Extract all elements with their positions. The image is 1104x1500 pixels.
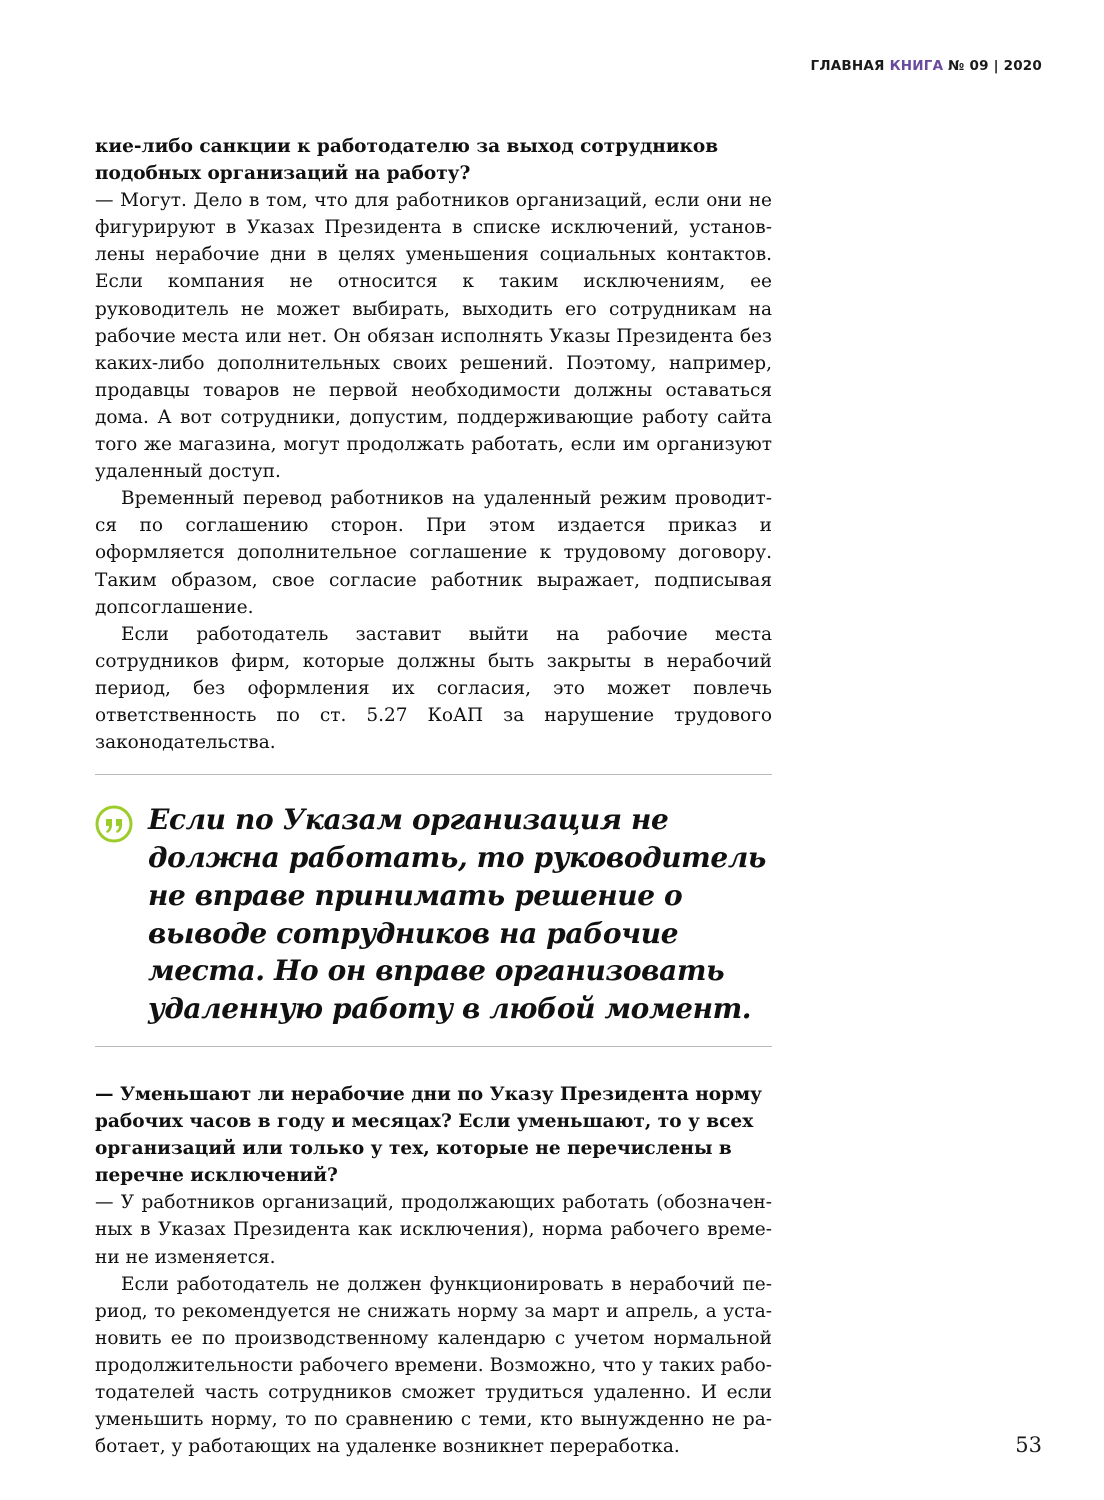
page-number: 53 — [1015, 1433, 1042, 1457]
section-2 — [95, 1081, 772, 1460]
answer-paragraph: Временный перевод работников на удаленный режим проводится по соглашению сторон. При этом издается приказ и оформляется дополнительное соглашение к трудовому договору. Таким образом, свое согласие работник выражает, подписывая допсоглашение. — [95, 488, 772, 618]
magazine-name-part1: ГЛАВНАЯ — [810, 58, 885, 74]
pullquote-text: Если по Указам организация не должна работать, то руководитель не вправе принимать решение о выводе сотрудников на рабочие места. Но он вправе организовать удаленную работу в любой момент. — [148, 803, 766, 1026]
section-1 — [95, 133, 772, 756]
answer-paragraph: — Могут. Дело в том, что для работников организаций, если они не фигурируют в Указах Президента в списке исключений, установлены нерабочие дни в целях уменьшения социальных контактов. Если компания не относится к таким исключениям, ее руководитель не может выбирать, выходить его сотрудникам на рабочие места или нет. Он обязан исполнять Указы Президента без каких-либо дополнительных своих решений. Поэтому, например, продавцы товаров не первой необходимости должны оставаться дома. А вот сотрудники, допустим, поддерживающие работу сайта того же магазина, могут продолжать работать, если им организуют удаленный доступ. — [95, 190, 772, 483]
article-column — [95, 133, 772, 1460]
answer-paragraph: Если работодатель не должен функционировать в нерабочий период, то рекомендуется не снижать норму за март и апрель, а установить ее по производственному календарю с учетом нормальной продолжительности рабочего времени. Возможно, что у таких работодателей часть сотрудников сможет трудиться удаленно. И если уменьшить норму, то по сравнению с теми, кто вынужденно не работает, у работающих на удаленке возникнет переработка. — [95, 1273, 772, 1458]
magazine-name-part2: КНИГА — [889, 58, 944, 74]
pullquote-bottom-divider — [95, 1046, 772, 1047]
running-header — [811, 58, 1042, 74]
answer-paragraph: Если работодатель заставит выйти на рабочие места сотрудников фирм, которые должны быть закрыты в нерабочий период, без оформления их согласия, это может повлечь ответственность по ст. 5.27 КоАП за нарушение трудового законодательства. — [95, 623, 772, 754]
issue-number: № 09 | 2020 — [948, 58, 1042, 74]
pullquote — [95, 775, 772, 1046]
quote-icon — [95, 805, 133, 843]
question-continuation: кие-либо санкции к работодателю за выход сотрудников подобных организаций на работу? — [95, 136, 719, 185]
answer-paragraph: — У работников организаций, продолжающих работать (обозначенных в Указах Президента как исключения), норма рабочего времени не изменяется. — [95, 1192, 772, 1268]
question: — Уменьшают ли нерабочие дни по Указу Президента норму рабочих часов в году и месяцах? Если уменьшают, то у всех организаций или только у тех, которые не перечислены в перечне исключений? — [95, 1083, 762, 1187]
